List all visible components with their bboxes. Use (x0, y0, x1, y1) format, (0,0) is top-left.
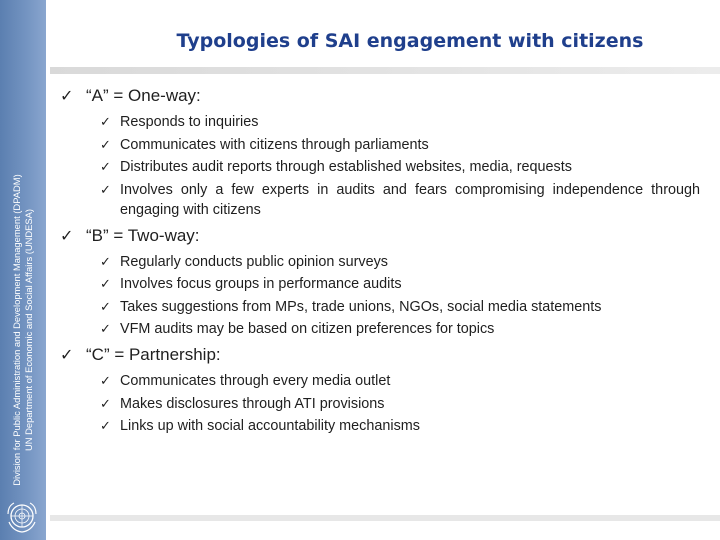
list-item-text: Regularly conducts public opinion surveys (120, 253, 388, 270)
list-item (100, 297, 700, 317)
checkmark-icon: ✓ (100, 418, 111, 433)
slide-body (60, 86, 700, 442)
sidebar-line-dpadm: Division for Public Administration and Development Management (DPADM) (11, 174, 22, 486)
section-heading (60, 226, 700, 246)
checkmark-icon: ✓ (100, 276, 111, 291)
list-item (100, 252, 700, 272)
section-heading (60, 86, 700, 106)
list-item-text: Involves only a few experts in audits and fears compromising independence through engaging with citizens (120, 181, 700, 218)
section-heading (60, 345, 700, 365)
bullet-list (100, 252, 700, 340)
section-one-way (60, 86, 700, 220)
list-item-text: Responds to inquiries (120, 114, 259, 130)
list-item (100, 135, 700, 155)
footer-divider (50, 515, 720, 521)
bullet-list (100, 371, 700, 436)
list-item-text: Communicates through every media outlet (120, 373, 391, 389)
list-item (100, 319, 700, 339)
list-item-text: Takes suggestions from MPs, trade unions, NGOs, social media statements (120, 298, 602, 315)
section-heading-text: “C” = Partnership: (86, 345, 221, 364)
title-divider (50, 67, 720, 74)
checkmark-icon: ✓ (60, 347, 74, 364)
slide-title: Typologies of SAI engagement with citizens (176, 30, 644, 52)
section-two-way (60, 226, 700, 340)
checkmark-icon: ✓ (100, 395, 111, 411)
list-item (100, 274, 700, 294)
checkmark-icon: ✓ (100, 114, 111, 129)
checkmark-icon: ✓ (100, 373, 111, 388)
checkmark-icon: ✓ (100, 298, 111, 314)
list-item (100, 371, 700, 391)
list-item (100, 112, 700, 132)
list-item-text: VFM audits may be based on citizen preferences for topics (120, 321, 495, 337)
list-item (100, 394, 700, 414)
list-item (100, 416, 700, 436)
list-item-text: Involves focus groups in performance audits (120, 276, 402, 292)
section-partnership (60, 345, 700, 436)
checkmark-icon: ✓ (100, 253, 111, 269)
list-item-text: Communicates with citizens through parliaments (120, 136, 429, 153)
section-heading-text: “A” = One-way: (86, 86, 201, 105)
sidebar-band (0, 0, 46, 540)
list-item (100, 157, 700, 177)
sidebar-caption (11, 174, 35, 485)
list-item-text: Distributes audit reports through established websites, media, requests (120, 159, 572, 175)
checkmark-icon: ✓ (60, 227, 74, 245)
list-item-text: Links up with social accountability mechanisms (120, 418, 420, 434)
sidebar-line-undesa: UN Department of Economic and Social Affairs (UNDESA) (23, 208, 34, 452)
checkmark-icon: ✓ (100, 321, 111, 336)
un-emblem-icon (5, 500, 39, 534)
list-item (100, 180, 700, 220)
checkmark-icon: ✓ (100, 159, 111, 174)
checkmark-icon: ✓ (100, 181, 111, 197)
list-item-text: Makes disclosures through ATI provisions (120, 395, 385, 412)
checkmark-icon: ✓ (100, 136, 111, 152)
checkmark-icon: ✓ (60, 88, 74, 105)
bullet-list (100, 112, 700, 220)
section-heading-text: “B” = Two-way: (86, 225, 200, 245)
